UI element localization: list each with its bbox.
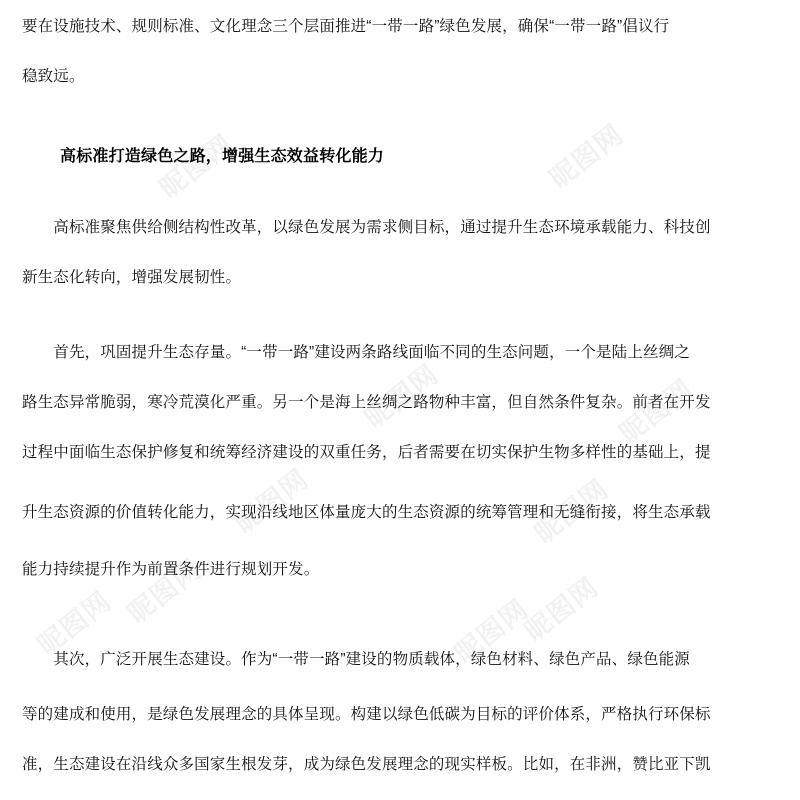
watermark-text: 昵图网 <box>32 585 117 662</box>
watermark-text: 昵图网 <box>229 463 314 540</box>
watermark-text: 昵图网 <box>544 118 629 195</box>
paragraph-line: 高标准聚焦供给侧结构性改革，以绿色发展为需求侧目标，通过提升生态环境承载能力、科技创 <box>22 219 711 236</box>
watermark-text: 昵图网 <box>154 128 239 205</box>
watermark-text: 昵图网 <box>449 593 534 670</box>
watermark-text: 昵图网 <box>122 553 207 630</box>
paragraph-line: 稳致远。 <box>22 68 85 85</box>
section-heading: 高标准打造绿色之路，增强生态效益转化能力 <box>60 148 385 165</box>
paragraph-line: 过程中面临生态保护修复和统筹经济建设的双重任务，后者需要在切实保护生物多样性的基础上，提 <box>22 444 711 461</box>
paragraph-line: 准，生态建设在沿线众多国家生根发芽，成为绿色发展理念的现实样板。比如，在非洲，赞比亚下凯 <box>22 756 711 773</box>
paragraph-line: 升生态资源的价值转化能力，实现沿线地区体量庞大的生态资源的统筹管理和无缝衔接，将生态承载 <box>22 504 711 521</box>
paragraph-line: 要在设施技术、规则标准、文化理念三个层面推进“一带一路”绿色发展，确保“一带一路”倡议行 <box>22 18 670 35</box>
watermark-text: 昵图网 <box>529 473 614 550</box>
watermark-text: 昵图网 <box>614 373 699 450</box>
watermark-text: 昵图网 <box>359 358 444 435</box>
paragraph-line: 路生态异常脆弱，寒冷荒漠化严重。另一个是海上丝绸之路物种丰富，但自然条件复杂。前者在开发 <box>22 394 711 411</box>
paragraph-line: 首先，巩固提升生态存量。“一带一路”建设两条路线面临不同的生态问题，一个是陆上丝绸之 <box>22 344 690 361</box>
paragraph-line: 其次，广泛开展生态建设。作为“一带一路”建设的物质载体，绿色材料、绿色产品、绿色能源 <box>22 651 690 668</box>
paragraph-line: 能力持续提升作为前置条件进行规划开发。 <box>22 561 320 578</box>
watermark-text: 昵图网 <box>519 571 604 648</box>
paragraph-line: 等的建成和使用，是绿色发展理念的具体呈现。构建以绿色低碳为目标的评价体系，严格执行环保标 <box>22 706 711 723</box>
paragraph-line: 新生态化转向，增强发展韧性。 <box>22 269 242 286</box>
